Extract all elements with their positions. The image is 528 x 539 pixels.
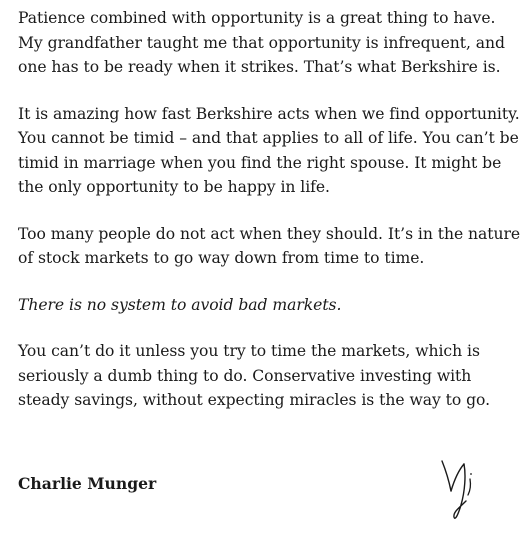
quote-paragraph-1: Patience combined with opportunity is a great thing to have. My grandfather taught me that opportunity is infrequent, and one has to be ready when it strikes. That’s what Berkshire is.: [18, 9, 505, 76]
quote-paragraph-3: Too many people do not act when they should. It’s in the nature of stock markets to go way down from time to time.: [18, 224, 521, 267]
quote-body: [18, 6, 523, 435]
signature-icon: [436, 455, 488, 525]
quote-paragraph-5: You can’t do it unless you try to time the markets, which is seriously a dumb thing to do. Conservative investing with steady savings, without expecting miracles is the way to go.: [18, 342, 491, 409]
quote-paragraph-4-italic: There is no system to avoid bad markets.: [18, 295, 342, 314]
author-name: Charlie Munger: [18, 474, 157, 493]
quote-paragraph-2: It is amazing how fast Berkshire acts when we find opportunity. You cannot be timid – and that applies to all of life. You can’t be timid in marriage when you find the right spouse. It might be the only opportunity to be happy in life.: [18, 104, 520, 196]
